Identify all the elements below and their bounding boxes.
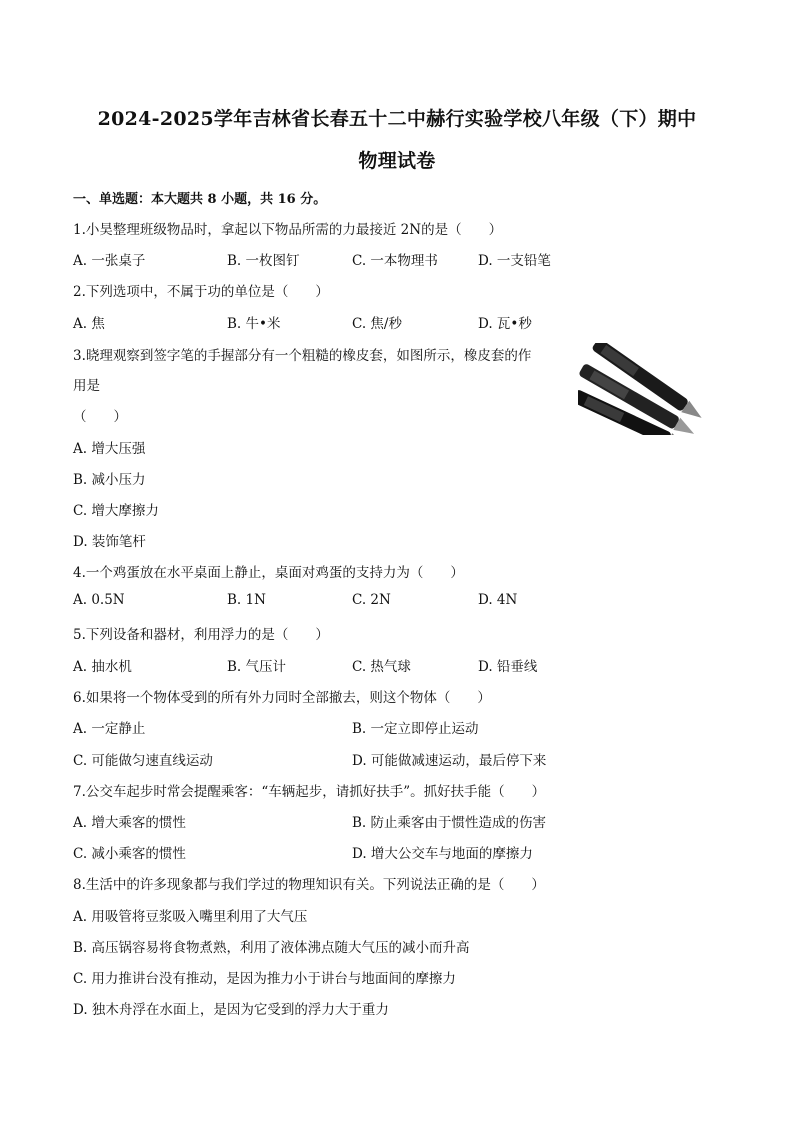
q3-option-d: D. 装饰笔杆 <box>73 534 146 550</box>
question-6-stem: 6.如果将一个物体受到的所有外力同时全部撤去，则这个物体（ ） <box>73 690 491 706</box>
q5-option-a: A. 抽水机 <box>73 659 132 675</box>
q6-option-d: D. 可能做减速运动，最后停下来 <box>352 753 547 769</box>
section-heading: 一、单选题：本大题共 8 小题，共 16 分。 <box>73 192 327 207</box>
q8-option-a: A. 用吸管将豆浆吸入嘴里利用了大气压 <box>73 909 308 925</box>
question-3-stem-line3: （ ） <box>73 409 127 425</box>
q8-option-d: D. 独木舟浮在水面上，是因为它受到的浮力大于重力 <box>73 1002 389 1018</box>
q8-option-b: B. 高压锅容易将食物煮熟，利用了液体沸点随大气压的减小而升高 <box>73 940 470 956</box>
q7-option-d: D. 增大公交车与地面的摩擦力 <box>352 846 533 862</box>
q2-option-b: B. 牛•米 <box>227 316 281 332</box>
q8-option-c: C. 用力推讲台没有推动，是因为推力小于讲台与地面间的摩擦力 <box>73 971 456 987</box>
question-3-stem-line1: 3.晓理观察到签字笔的手握部分有一个粗糙的橡皮套，如图所示，橡皮套的作 <box>73 348 532 364</box>
q5-option-d: D. 铅垂线 <box>478 659 538 675</box>
q4-option-d: D. 4N <box>478 592 518 608</box>
question-3-stem-line2: 用是 <box>73 378 100 394</box>
question-4-stem: 4.一个鸡蛋放在水平桌面上静止，桌面对鸡蛋的支持力为（ ） <box>73 565 464 581</box>
pen-figure <box>578 343 718 435</box>
q1-option-a: A. 一张桌子 <box>73 253 146 269</box>
q6-option-a: A. 一定静止 <box>73 721 146 737</box>
q2-option-c: C. 焦/秒 <box>352 316 402 332</box>
question-2-stem: 2.下列选项中，不属于功的单位是（ ） <box>73 284 329 300</box>
q6-option-b: B. 一定立即停止运动 <box>352 721 479 737</box>
q4-option-a: A. 0.5N <box>73 592 125 608</box>
q4-option-c: C. 2N <box>352 592 391 608</box>
question-7-stem: 7.公交车起步时常会提醒乘客：“车辆起步，请抓好扶手”。抓好扶手能（ ） <box>73 784 546 800</box>
q2-option-a: A. 焦 <box>73 316 105 332</box>
q3-option-c: C. 增大摩擦力 <box>73 503 159 519</box>
q7-option-a: A. 增大乘客的惯性 <box>73 815 186 831</box>
page-title-line2: 物理试卷 <box>358 150 436 172</box>
q5-option-b: B. 气压计 <box>227 659 287 675</box>
pens-image <box>578 343 718 435</box>
q7-option-b: B. 防止乘客由于惯性造成的伤害 <box>352 815 547 831</box>
question-8-stem: 8.生活中的许多现象都与我们学过的物理知识有关。下列说法正确的是（ ） <box>73 877 545 893</box>
q2-option-d: D. 瓦•秒 <box>478 316 532 332</box>
q6-option-c: C. 可能做匀速直线运动 <box>73 753 213 769</box>
question-1-stem: 1.小昊整理班级物品时，拿起以下物品所需的力最接近 2N的是（ ） <box>73 222 503 238</box>
q1-option-b: B. 一枚图钉 <box>227 253 300 269</box>
page-title-line1: 2024-2025学年吉林省长春五十二中赫行实验学校八年级（下）期中 <box>97 108 697 130</box>
q4-option-b: B. 1N <box>227 592 266 608</box>
q5-option-c: C. 热气球 <box>352 659 411 675</box>
q1-option-c: C. 一本物理书 <box>352 253 438 269</box>
q3-option-b: B. 减小压力 <box>73 472 146 488</box>
question-5-stem: 5.下列设备和器材，利用浮力的是（ ） <box>73 627 329 643</box>
q1-option-d: D. 一支铅笔 <box>478 253 551 269</box>
q3-option-a: A. 增大压强 <box>73 441 146 457</box>
q7-option-c: C. 减小乘客的惯性 <box>73 846 186 862</box>
